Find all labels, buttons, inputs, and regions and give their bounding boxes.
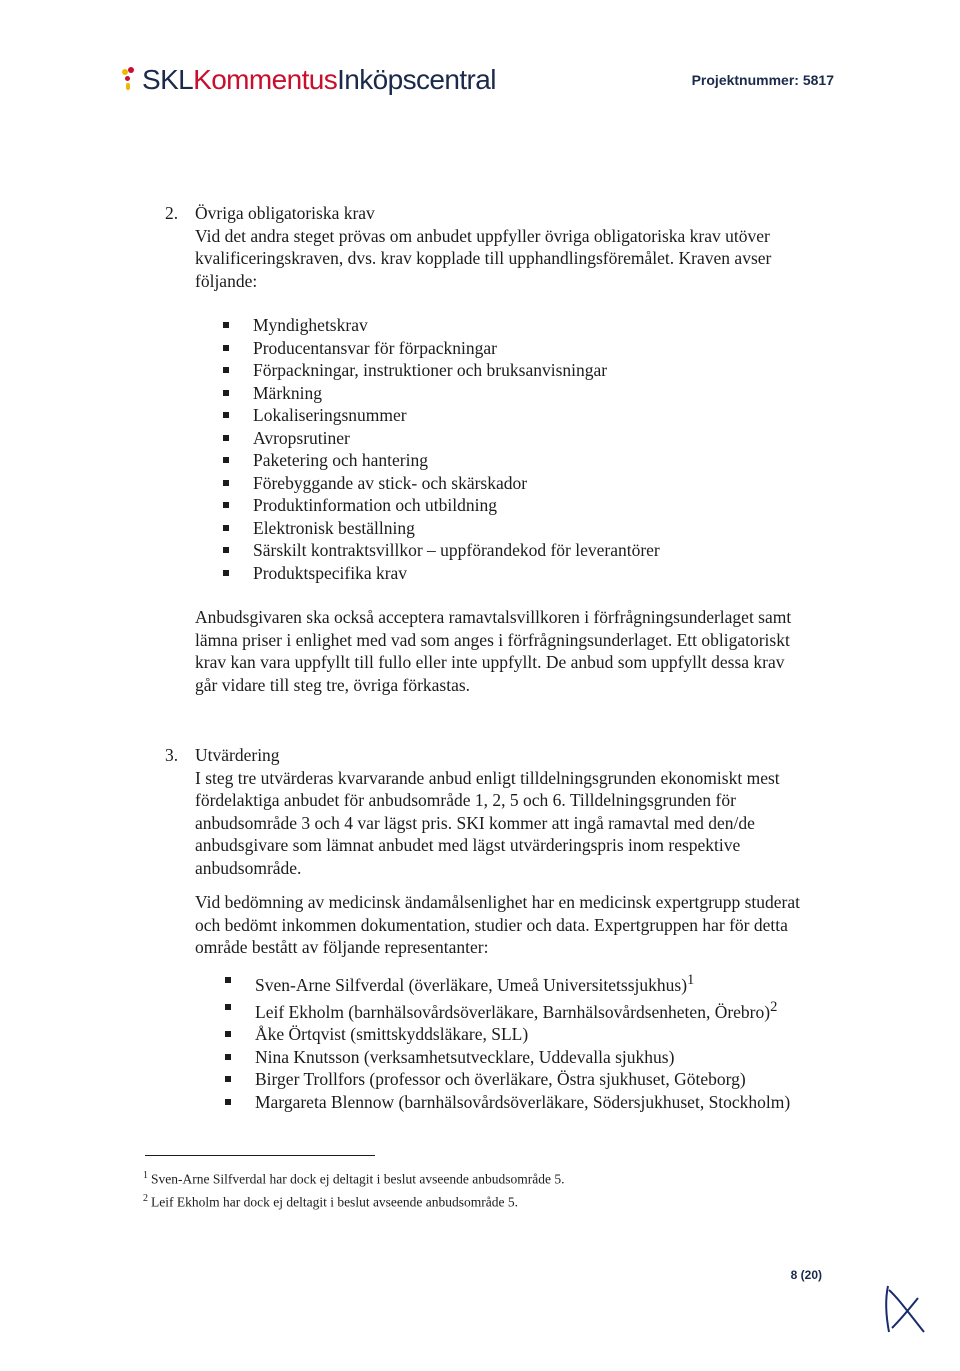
section-3-para-2: Vid bedömning av medicinsk ändamålsenlighet har en medicinsk expertgrupp studerat och bedömt inkommen dokumentation, studier och data. Expertgruppen har för detta område bestått av följande representanter: — [195, 892, 800, 957]
list-item: Produktspecifika krav — [223, 562, 825, 585]
list-item: Förebyggande av stick- och skärskador — [223, 472, 825, 495]
list-item: Produktinformation och utbildning — [223, 494, 825, 517]
footnote: $^2$ Leif Ekholm har dock ej deltagit i beslut avseende anbudsområde 5. — [143, 1192, 519, 1209]
bullet-icon — [223, 525, 229, 531]
project-number: Projektnummer: 5817 — [691, 72, 834, 88]
logo-kommentus: Kommentus — [193, 64, 338, 95]
bullet-icon — [223, 457, 229, 463]
section-3-heading: Utvärdering — [195, 745, 280, 765]
list-item: Märkning — [223, 382, 825, 405]
bullet-icon — [223, 570, 229, 576]
bullet-icon — [225, 1031, 231, 1037]
list-item: Margareta Blennow (barnhälsovårdsöverläkare, Södersjukhuset, Stockholm) — [225, 1091, 805, 1114]
handwritten-initials-icon — [878, 1282, 930, 1338]
footnote-ref: 1 — [687, 971, 695, 988]
skl-kommentus-logo — [120, 64, 496, 96]
footnote-ref: 2 — [770, 998, 778, 1015]
bullet-icon — [225, 1099, 231, 1105]
list-item: Producentansvar för förpackningar — [223, 337, 825, 360]
bullet-icon — [223, 547, 229, 553]
list-item: Förpackningar, instruktioner och bruksanvisningar — [223, 359, 825, 382]
list-item: Avropsrutiner — [223, 427, 825, 450]
logo-inkopscentral: Inköpscentral — [337, 64, 496, 95]
section-2-number: 2. — [165, 203, 179, 223]
bullet-icon — [223, 322, 229, 328]
bullet-icon — [223, 435, 229, 441]
section-2-closing: Anbudsgivaren ska också acceptera ramavtalsvillkoren i förfrågningsunderlaget samt lämna priser i enlighet med vad som anges i förfrågningsunderlaget. Ett obligatoriskt krav kan vara uppfyllt till fullo eller inte uppfyllt. De anbud som uppfyllt dessa krav går vidare till steg tre, övriga förkastas. — [195, 607, 792, 695]
section-3 — [165, 744, 825, 1113]
footnote: $^1$ Sven-Arne Silfverdal har dock ej deltagit i beslut avseende anbudsområde 5. — [143, 1170, 565, 1187]
list-item: Paketering och hantering — [223, 449, 825, 472]
section-3-number: 3. — [165, 745, 179, 765]
bullet-icon — [225, 1076, 231, 1082]
list-item: Myndighetskrav — [223, 314, 825, 337]
logo-skl: SKL — [142, 64, 194, 95]
bullet-icon — [223, 480, 229, 486]
requirements-list — [223, 314, 825, 584]
bullet-icon — [223, 390, 229, 396]
bullet-icon — [223, 502, 229, 508]
list-item: Leif Ekholm (barnhälsovårdsöverläkare, Barnhälsovårdsenheten, Örebro)$^2$ — [225, 996, 805, 1023]
bullet-icon — [225, 1054, 231, 1060]
bullet-icon — [223, 412, 229, 418]
page-number: 8 (20) — [790, 1268, 822, 1282]
logo-mark-icon — [120, 67, 136, 93]
list-item: Åke Örtqvist (smittskyddsläkare, SLL) — [225, 1023, 805, 1046]
bullet-icon — [223, 345, 229, 351]
list-item: Särskilt kontraktsvillkor – uppförandekod för leverantörer — [223, 539, 825, 562]
list-item: Lokaliseringsnummer — [223, 404, 825, 427]
list-item: Sven-Arne Silfverdal (överläkare, Umeå Universitetssjukhus)$^1$ — [225, 969, 805, 996]
list-item: Birger Trollfors (professor och överläkare, Östra sjukhuset, Göteborg) — [225, 1068, 805, 1091]
bullet-icon — [225, 1004, 231, 1010]
list-item: Nina Knutsson (verksamhetsutvecklare, Uddevalla sjukhus) — [225, 1046, 805, 1069]
section-2 — [165, 202, 825, 696]
section-2-intro: Vid det andra steget prövas om anbudet uppfyller övriga obligatoriska krav utöver kvalificeringskraven, dvs. krav kopplade till upphandlingsföremålet. Kraven avser följande: — [195, 225, 772, 291]
section-3-para-1: I steg tre utvärderas kvarvarande anbud enligt tilldelningsgrunden ekonomiskt mest fördelaktiga anbudet för anbudsområde 1, 2, 5 och 6. Tilldelningsgrunden för anbudsområde 3 och 4 var lägst pris. SKI kommer att ingå ramavtal med den/de anbudsgivare som lämnat anbudet med lägst utvärderingspris inom respektive anbudsområde. — [195, 767, 780, 878]
footnote-divider — [145, 1155, 375, 1156]
bullet-icon — [223, 367, 229, 373]
bullet-icon — [225, 977, 231, 983]
section-2-heading: Övriga obligatoriska krav — [195, 203, 375, 223]
footnotes — [143, 1166, 565, 1211]
list-item: Elektronisk beställning — [223, 517, 825, 540]
expert-list — [225, 969, 805, 1114]
